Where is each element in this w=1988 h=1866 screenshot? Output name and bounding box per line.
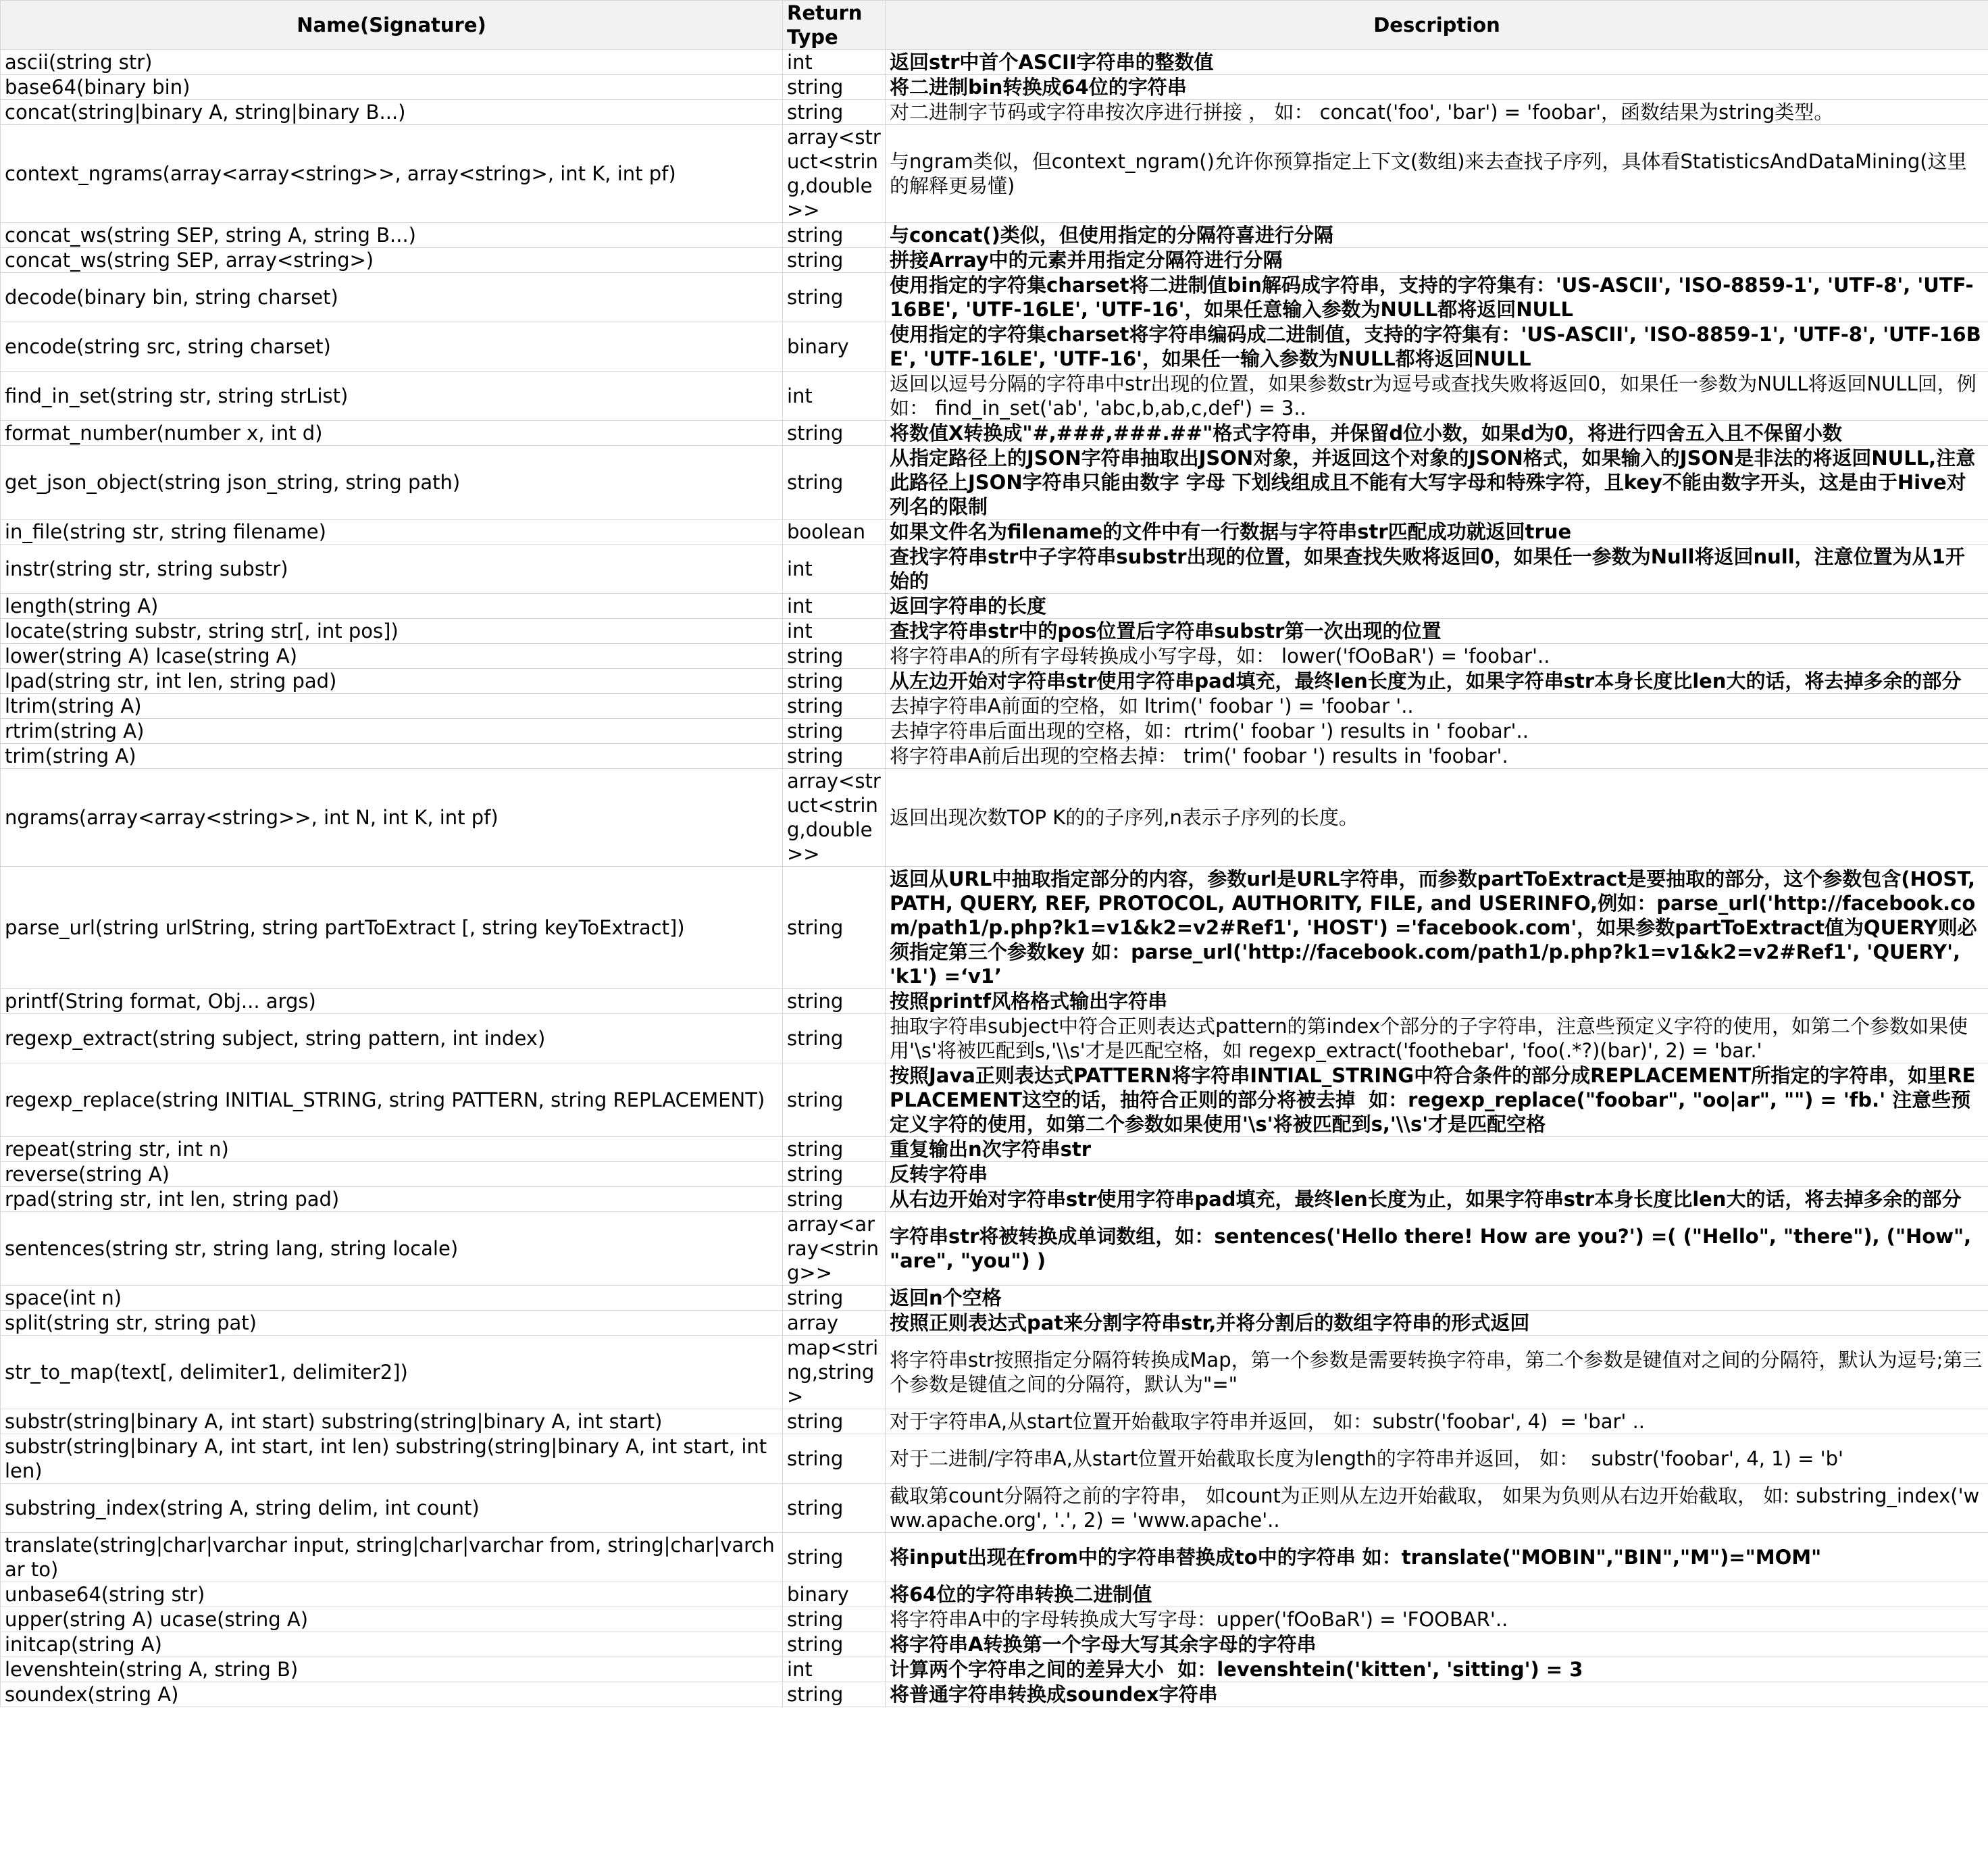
function-description: 将字符串A转换第一个字母大写其余字母的字符串 [886, 1632, 1988, 1657]
return-type: string [783, 669, 886, 694]
return-type: binary [783, 322, 886, 372]
function-description: 将字符串A前后出现的空格去掉： trim(' foobar ') results in 'foobar'. [886, 744, 1988, 769]
function-signature: find_in_set(string str, string strList) [1, 372, 783, 421]
return-type: string [783, 75, 886, 100]
table-row [1, 1063, 1988, 1137]
table-row [1, 1187, 1988, 1212]
table-row [1, 520, 1988, 545]
table-row [1, 446, 1988, 520]
function-description: 返回出现次数TOP K的的子序列,n表示子序列的长度。 [886, 769, 1988, 867]
return-type: map<string,string> [783, 1336, 886, 1409]
function-description: 对于字符串A,从start位置开始截取字符串并返回， 如：substr('foobar', 4) = 'bar' .. [886, 1409, 1988, 1434]
function-description: 计算两个字符串之间的差异大小 如：levenshtein('kitten', 'sitting') = 3 [886, 1657, 1988, 1682]
return-type: string [783, 273, 886, 322]
header-return-type: Return Type [783, 1, 886, 50]
function-signature: printf(String format, Obj... args) [1, 989, 783, 1014]
function-description: 从右边开始对字符串str使用字符串pad填充，最终len长度为止，如果字符串str本身长度比len大的话，将去掉多余的部分 [886, 1187, 1988, 1212]
return-type: string [783, 1137, 886, 1162]
return-type: string [783, 644, 886, 669]
function-description: 按照printf风格格式输出字符串 [886, 989, 1988, 1014]
table-row [1, 50, 1988, 75]
function-signature: upper(string A) ucase(string A) [1, 1607, 783, 1632]
function-signature: regexp_extract(string subject, string pattern, int index) [1, 1014, 783, 1063]
function-description: 将input出现在from中的字符串替换成to中的字符串 如：translate("MOBIN","BIN","M")="MOM" [886, 1533, 1988, 1582]
function-description: 返回从URL中抽取指定部分的内容，参数url是URL字符串，而参数partToExtract是要抽取的部分，这个参数包含(HOST, PATH, QUERY, REF, PROTOCOL, AUTHORITY, FILE, and USERINFO,例如：parse_url('http://facebook.com/path1/p.php?k1=v1&k2=v2#Ref1', 'HOST') ='facebook.com'，如果参数partToExtract值为QUERY则必须指定第三个参数key 如：parse_url('http://facebook.com/path1/p.php?k1=v1&k2=v2#Ref1', 'QUERY', 'k1') =‘v1’ [886, 867, 1988, 989]
function-signature: trim(string A) [1, 744, 783, 769]
function-signature: str_to_map(text[, delimiter1, delimiter2]) [1, 1336, 783, 1409]
function-signature: substring_index(string A, string delim, int count) [1, 1484, 783, 1533]
table-row [1, 644, 1988, 669]
function-description: 将字符串str按照指定分隔符转换成Map，第一个参数是需要转换字符串，第二个参数是键值对之间的分隔符，默认为逗号;第三个参数是键值之间的分隔符，默认为"=" [886, 1336, 1988, 1409]
function-description: 从左边开始对字符串str使用字符串pad填充，最终len长度为止，如果字符串str本身长度比len大的话，将去掉多余的部分 [886, 669, 1988, 694]
return-type: string [783, 1632, 886, 1657]
return-type: string [783, 100, 886, 125]
table-row [1, 1632, 1988, 1657]
header-name: Name(Signature) [1, 1, 783, 50]
return-type: string [783, 1607, 886, 1632]
return-type: string [783, 421, 886, 446]
function-description: 对于二进制/字符串A,从start位置开始截取长度为length的字符串并返回， 如： substr('foobar', 4, 1) = 'b' [886, 1434, 1988, 1484]
function-signature: substr(string|binary A, int start) substring(string|binary A, int start) [1, 1409, 783, 1434]
function-signature: parse_url(string urlString, string partToExtract [, string keyToExtract]) [1, 867, 783, 989]
table-row [1, 372, 1988, 421]
function-signature: sentences(string str, string lang, string locale) [1, 1212, 783, 1286]
return-type: int [783, 545, 886, 594]
return-type: string [783, 1286, 886, 1311]
function-signature: substr(string|binary A, int start, int len) substring(string|binary A, int start, int len) [1, 1434, 783, 1484]
table-row [1, 1137, 1988, 1162]
return-type: string [783, 446, 886, 520]
table-row [1, 1286, 1988, 1311]
function-signature: ngrams(array<array<string>>, int N, int K, int pf) [1, 769, 783, 867]
table-row [1, 1657, 1988, 1682]
function-description: 返回字符串的长度 [886, 594, 1988, 619]
function-description: 将数值X转换成"#,###,###.##"格式字符串，并保留d位小数，如果d为0，将进行四舍五入且不保留小数 [886, 421, 1988, 446]
table-header [1, 1, 1988, 50]
function-signature: split(string str, string pat) [1, 1311, 783, 1336]
function-signature: space(int n) [1, 1286, 783, 1311]
table-row [1, 322, 1988, 372]
table-row [1, 1409, 1988, 1434]
table-body [1, 50, 1988, 1707]
function-signature: translate(string|char|varchar input, string|char|varchar from, string|char|varchar to) [1, 1533, 783, 1582]
table-row [1, 769, 1988, 867]
return-type: string [783, 1014, 886, 1063]
function-signature: initcap(string A) [1, 1632, 783, 1657]
function-signature: concat_ws(string SEP, array<string>) [1, 248, 783, 273]
function-signature: levenshtein(string A, string B) [1, 1657, 783, 1682]
return-type: string [783, 1682, 886, 1707]
function-description: 对二进制字节码或字符串按次序进行拼接 ， 如： concat('foo', 'bar') = 'foobar'，函数结果为string类型。 [886, 100, 1988, 125]
table-row [1, 744, 1988, 769]
function-signature: decode(binary bin, string charset) [1, 273, 783, 322]
function-description: 与concat()类似，但使用指定的分隔符喜进行分隔 [886, 223, 1988, 248]
function-signature: encode(string src, string charset) [1, 322, 783, 372]
function-description: 去掉字符串后面出现的空格，如：rtrim(' foobar ') results in ' foobar'.. [886, 719, 1988, 744]
table-row [1, 1607, 1988, 1632]
function-description: 返回str中首个ASCII字符串的整数值 [886, 50, 1988, 75]
table-row [1, 223, 1988, 248]
function-signature: format_number(number x, int d) [1, 421, 783, 446]
function-description: 返回n个空格 [886, 1286, 1988, 1311]
header-description: Description [886, 1, 1988, 50]
function-description: 从指定路径上的JSON字符串抽取出JSON对象，并返回这个对象的JSON格式，如果输入的JSON是非法的将返回NULL,注意此路径上JSON字符串只能由数字 字母 下划线组成且不能有大写字母和特殊字符，且key不能由数字开头，这是由于Hive对列名的限制 [886, 446, 1988, 520]
function-signature: locate(string substr, string str[, int pos]) [1, 619, 783, 644]
return-type: int [783, 1657, 886, 1682]
function-description: 将字符串A中的字母转换成大写字母：upper('fOoBaR') = 'FOOBAR'.. [886, 1607, 1988, 1632]
return-type: string [783, 744, 886, 769]
return-type: string [783, 719, 886, 744]
function-description: 重复输出n次字符串str [886, 1137, 1988, 1162]
return-type: string [783, 1533, 886, 1582]
function-description: 如果文件名为filename的文件中有一行数据与字符串str匹配成功就返回true [886, 520, 1988, 545]
table-row [1, 125, 1988, 223]
table-row [1, 1014, 1988, 1063]
function-signature: soundex(string A) [1, 1682, 783, 1707]
table-row [1, 669, 1988, 694]
table-row [1, 248, 1988, 273]
function-description: 截取第count分隔符之前的字符串， 如count为正则从左边开始截取， 如果为负则从右边开始截取， 如: substring_index('www.apache.org', '.', 2) = 'www.apache'.. [886, 1484, 1988, 1533]
table-row [1, 1212, 1988, 1286]
function-description: 返回以逗号分隔的字符串中str出现的位置，如果参数str为逗号或查找失败将返回0，如果任一参数为NULL将返回NULL回，例如： find_in_set('ab', 'abc,b,ab,c,def') = 3.. [886, 372, 1988, 421]
return-type: string [783, 694, 886, 719]
function-signature: concat(string|binary A, string|binary B...) [1, 100, 783, 125]
table-row [1, 1336, 1988, 1409]
return-type: array<array<string>> [783, 1212, 886, 1286]
table-row [1, 694, 1988, 719]
function-description: 抽取字符串subject中符合正则表达式pattern的第index个部分的子字符串，注意些预定义字符的使用，如第二个参数如果使用'\s'将被匹配到s,'\\s'才是匹配空格，如 regexp_extract('foothebar', 'foo(.*?)(bar)', 2) = 'bar.' [886, 1014, 1988, 1063]
return-type: array [783, 1311, 886, 1336]
function-signature: repeat(string str, int n) [1, 1137, 783, 1162]
return-type: string [783, 1187, 886, 1212]
function-signature: lpad(string str, int len, string pad) [1, 669, 783, 694]
return-type: string [783, 867, 886, 989]
table-row [1, 1434, 1988, 1484]
function-description: 与ngram类似，但context_ngram()允许你预算指定上下文(数组)来去查找子序列，具体看StatisticsAndDataMining(这里的解释更易懂) [886, 125, 1988, 223]
function-description: 查找字符串str中的pos位置后字符串substr第一次出现的位置 [886, 619, 1988, 644]
table-row [1, 273, 1988, 322]
function-signature: concat_ws(string SEP, string A, string B...) [1, 223, 783, 248]
function-description: 将普通字符串转换成soundex字符串 [886, 1682, 1988, 1707]
function-signature: length(string A) [1, 594, 783, 619]
function-description: 按照正则表达式pat来分割字符串str,并将分割后的数组字符串的形式返回 [886, 1311, 1988, 1336]
function-signature: rtrim(string A) [1, 719, 783, 744]
return-type: int [783, 372, 886, 421]
function-description: 使用指定的字符集charset将二进制值bin解码成字符串，支持的字符集有：'US-ASCII', 'ISO-8859-1', 'UTF-8', 'UTF-16BE', 'UTF-16LE', 'UTF-16'，如果任意输入参数为NULL都将返回NULL [886, 273, 1988, 322]
table-row [1, 1311, 1988, 1336]
return-type: string [783, 1409, 886, 1434]
return-type: int [783, 619, 886, 644]
table-row [1, 989, 1988, 1014]
function-description: 将字符串A的所有字母转换成小写字母，如： lower('fOoBaR') = 'foobar'.. [886, 644, 1988, 669]
return-type: int [783, 594, 886, 619]
return-type: array<struct<string,double>> [783, 769, 886, 867]
table-row [1, 100, 1988, 125]
table-row [1, 75, 1988, 100]
table-row [1, 421, 1988, 446]
function-signature: lower(string A) lcase(string A) [1, 644, 783, 669]
function-description: 将二进制bin转换成64位的字符串 [886, 75, 1988, 100]
table-row [1, 1682, 1988, 1707]
return-type: string [783, 989, 886, 1014]
return-type: string [783, 1434, 886, 1484]
table-row [1, 719, 1988, 744]
return-type: binary [783, 1582, 886, 1607]
function-signature: ltrim(string A) [1, 694, 783, 719]
table-row [1, 1162, 1988, 1187]
header-row [1, 1, 1988, 50]
table-row [1, 1533, 1988, 1582]
return-type: boolean [783, 520, 886, 545]
function-signature: instr(string str, string substr) [1, 545, 783, 594]
function-signature: unbase64(string str) [1, 1582, 783, 1607]
function-signature: reverse(string A) [1, 1162, 783, 1187]
function-signature: ascii(string str) [1, 50, 783, 75]
table-row [1, 867, 1988, 989]
return-type: string [783, 223, 886, 248]
table-row [1, 619, 1988, 644]
function-signature: rpad(string str, int len, string pad) [1, 1187, 783, 1212]
function-signature: in_file(string str, string filename) [1, 520, 783, 545]
function-description: 将64位的字符串转换二进制值 [886, 1582, 1988, 1607]
function-description: 使用指定的字符集charset将字符串编码成二进制值，支持的字符集有：'US-ASCII', 'ISO-8859-1', 'UTF-8', 'UTF-16BE', 'UTF-16LE', 'UTF-16'，如果任一输入参数为NULL都将返回NULL [886, 322, 1988, 372]
table-row [1, 1582, 1988, 1607]
function-signature: base64(binary bin) [1, 75, 783, 100]
table-row [1, 1484, 1988, 1533]
function-description: 查找字符串str中子字符串substr出现的位置，如果查找失败将返回0，如果任一参数为Null将返回null，注意位置为从1开始的 [886, 545, 1988, 594]
return-type: array<struct<string,double>> [783, 125, 886, 223]
return-type: string [783, 1162, 886, 1187]
function-signature: regexp_replace(string INITIAL_STRING, string PATTERN, string REPLACEMENT) [1, 1063, 783, 1137]
return-type: string [783, 1063, 886, 1137]
function-signature: get_json_object(string json_string, string path) [1, 446, 783, 520]
function-description: 字符串str将被转换成单词数组，如：sentences('Hello there! How are you?') =( ("Hello", "there"), ("How", "are", "you") ) [886, 1212, 1988, 1286]
function-description: 去掉字符串A前面的空格，如 ltrim(' foobar ') = 'foobar '.. [886, 694, 1988, 719]
return-type: string [783, 248, 886, 273]
function-signature: context_ngrams(array<array<string>>, array<string>, int K, int pf) [1, 125, 783, 223]
return-type: string [783, 1484, 886, 1533]
table-row [1, 545, 1988, 594]
return-type: int [783, 50, 886, 75]
function-description: 拼接Array中的元素并用指定分隔符进行分隔 [886, 248, 1988, 273]
function-description: 反转字符串 [886, 1162, 1988, 1187]
function-description: 按照Java正则表达式PATTERN将字符串INTIAL_STRING中符合条件的部分成REPLACEMENT所指定的字符串，如里REPLACEMENT这空的话，抽符合正则的部分将被去掉 如：regexp_replace("foobar", "oo|ar", "") = 'fb.' 注意些预定义字符的使用，如第二个参数如果使用'\s'将被匹配到s,'\\s'才是匹配空格 [886, 1063, 1988, 1137]
table-row [1, 594, 1988, 619]
